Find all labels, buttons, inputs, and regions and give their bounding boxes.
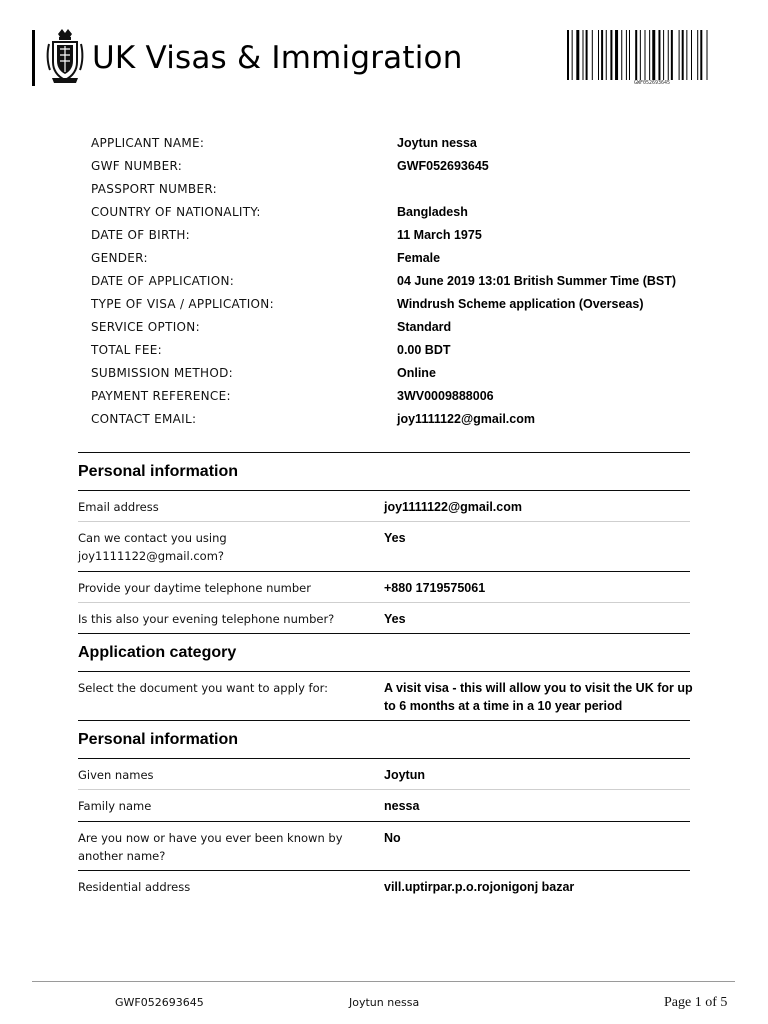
summary-row <box>91 154 691 177</box>
section-title: Personal information <box>78 463 239 480</box>
summary-label: DATE OF BIRTH: <box>91 227 191 242</box>
summary-label: PAYMENT REFERENCE: <box>91 388 231 403</box>
section-heading-personal-contact <box>78 463 690 481</box>
summary-value: Female <box>397 250 441 265</box>
summary-row <box>91 338 691 361</box>
row-divider <box>78 571 690 572</box>
summary-label: SUBMISSION METHOD: <box>91 365 233 380</box>
summary-value: 04 June 2019 13:01 British Summer Time (BST) <box>397 273 677 288</box>
answer-given-names: Joytun <box>384 768 425 782</box>
summary-row <box>91 361 691 384</box>
summary-value: Windrush Scheme application (Overseas) <box>397 296 644 311</box>
question-email: Email address <box>78 500 159 514</box>
summary-row <box>91 246 691 269</box>
summary-row <box>91 384 691 407</box>
summary-label: COUNTRY OF NATIONALITY: <box>91 204 261 219</box>
barcode-icon <box>567 30 737 80</box>
question-given-names: Given names <box>78 768 154 782</box>
row-divider <box>78 602 690 603</box>
footer-applicant-name: Joytun nessa <box>349 996 420 1009</box>
page-number: Page 1 of 5 <box>664 995 728 1010</box>
answer-document-type: A visit visa - this will allow you to visit the UK for up to 6 months at a time in a 10 year period <box>384 681 693 713</box>
summary-label: CONTACT EMAIL: <box>91 411 197 426</box>
section-divider <box>78 490 690 491</box>
summary-row <box>91 131 691 154</box>
royal-crest-icon <box>46 28 84 86</box>
answer-evening-phone: Yes <box>384 612 406 626</box>
answer-residential-address: vill.uptirpar.p.o.rojonigonj bazar <box>384 880 575 894</box>
summary-value: 0.00 BDT <box>397 342 451 357</box>
summary-label: GENDER: <box>91 250 148 265</box>
footer-divider <box>32 981 735 982</box>
summary-label: PASSPORT NUMBER: <box>91 181 217 196</box>
page-title: UK Visas & Immigration <box>92 40 463 76</box>
section-divider <box>78 720 690 721</box>
question-contact-by-email: Can we contact you using joy1111122@gmail.com? <box>78 531 227 563</box>
row-divider <box>78 821 690 822</box>
section-divider <box>78 758 690 759</box>
answer-other-name: No <box>384 831 401 845</box>
summary-row <box>91 292 691 315</box>
question-other-name: Are you now or have you ever been known by another name? <box>78 831 343 863</box>
row-divider <box>78 870 690 871</box>
question-residential-address: Residential address <box>78 880 191 894</box>
summary-row <box>91 177 691 200</box>
summary-value: Bangladesh <box>397 204 468 219</box>
summary-value: joy1111122@gmail.com <box>397 411 535 426</box>
summary-row <box>91 200 691 223</box>
answer-contact-by-email: Yes <box>384 531 406 545</box>
summary-value: GWF052693645 <box>397 158 489 173</box>
section-title: Application category <box>78 644 237 661</box>
summary-value: Online <box>397 365 436 380</box>
row-divider <box>78 789 690 790</box>
question-document-type: Select the document you want to apply for: <box>78 681 329 695</box>
section-divider <box>78 452 690 453</box>
summary-row <box>91 223 691 246</box>
brand-divider <box>32 30 35 86</box>
question-daytime-phone: Provide your daytime telephone number <box>78 581 311 595</box>
summary-row <box>91 407 691 430</box>
section-divider <box>78 671 690 672</box>
summary-label: DATE OF APPLICATION: <box>91 273 235 288</box>
summary-value: 3WV0009888006 <box>397 388 494 403</box>
summary-value: Standard <box>397 319 452 334</box>
barcode-number: GWF052693645 <box>633 80 671 86</box>
summary-row <box>91 315 691 338</box>
footer-gwf-number: GWF052693645 <box>115 996 204 1009</box>
section-heading-application-category <box>78 644 690 662</box>
question-family-name: Family name <box>78 799 152 813</box>
summary-label: TOTAL FEE: <box>91 342 162 357</box>
summary-value: Joytun nessa <box>397 135 477 150</box>
summary-row <box>91 269 691 292</box>
summary-label: SERVICE OPTION: <box>91 319 200 334</box>
answer-daytime-phone: +880 1719575061 <box>384 581 486 595</box>
answer-family-name: nessa <box>384 799 420 813</box>
question-evening-phone: Is this also your evening telephone number? <box>78 612 335 626</box>
row-divider <box>78 521 690 522</box>
summary-label: GWF NUMBER: <box>91 158 183 173</box>
answer-email: joy1111122@gmail.com <box>384 500 522 514</box>
section-divider <box>78 633 690 634</box>
section-title: Personal information <box>78 731 239 748</box>
applicant-summary <box>91 131 691 430</box>
summary-value: 11 March 1975 <box>397 227 482 242</box>
section-heading-personal-details <box>78 731 690 749</box>
summary-label: APPLICANT NAME: <box>91 135 205 150</box>
summary-label: TYPE OF VISA / APPLICATION: <box>91 296 274 311</box>
